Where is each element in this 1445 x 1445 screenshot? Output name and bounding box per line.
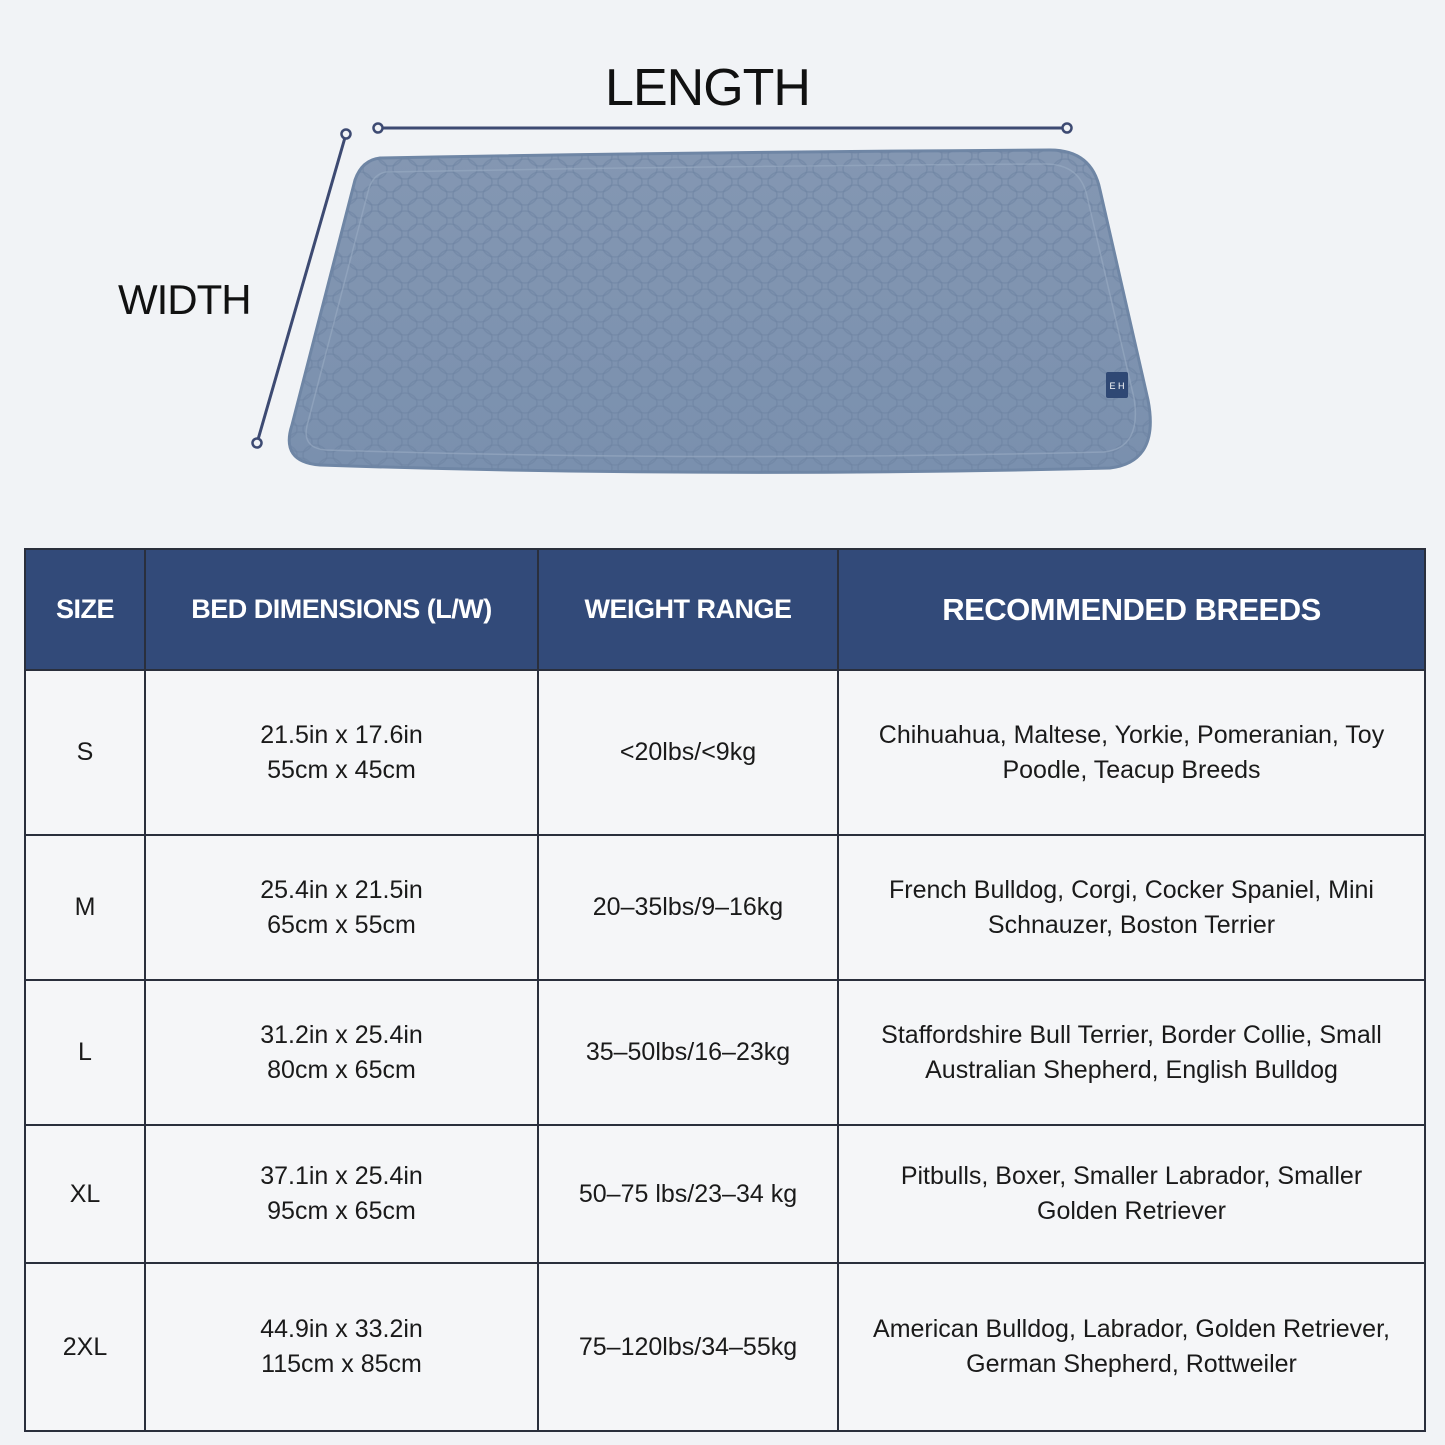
- width-label: WIDTH: [118, 276, 251, 323]
- dimensions-cell: [145, 835, 538, 980]
- weight-cell: 35–50lbs/16–23kg: [538, 980, 838, 1125]
- table-row: [25, 1263, 1425, 1431]
- size-cell: XL: [25, 1125, 145, 1263]
- breeds-cell: Staffordshire Bull Terrier, Border Collie, Small Australian Shepherd, English Bulldog: [838, 980, 1425, 1125]
- dimensions-cm: 115cm x 85cm: [261, 1350, 422, 1378]
- size-cell: 2XL: [25, 1263, 145, 1431]
- weight-cell: 50–75 lbs/23–34 kg: [538, 1125, 838, 1263]
- dimensions-inches: 44.9in x 33.2in: [260, 1315, 423, 1343]
- dimensions-cell: [145, 1125, 538, 1263]
- table-row: [25, 1125, 1425, 1263]
- dimensions-cell: [145, 670, 538, 835]
- dimensions-inches: 37.1in x 25.4in: [260, 1162, 423, 1190]
- dimensions-cm: 80cm x 65cm: [267, 1055, 416, 1084]
- size-chart-table: [24, 548, 1426, 1432]
- dimensions-cm: 55cm x 45cm: [267, 755, 416, 784]
- table-header-row: [25, 549, 1425, 670]
- header-dimensions: BED DIMENSIONS (L/W): [145, 549, 538, 670]
- product-diagram: [0, 0, 1445, 520]
- brand-tag-text: E H: [1109, 381, 1125, 391]
- table-row: [25, 980, 1425, 1125]
- breeds-cell: French Bulldog, Corgi, Cocker Spaniel, Mini Schnauzer, Boston Terrier: [838, 835, 1425, 980]
- weight-cell: <20lbs/<9kg: [538, 670, 838, 835]
- dimensions-inches: 25.4in x 21.5in: [260, 875, 423, 904]
- dimensions-cell: [145, 1263, 538, 1431]
- header-weight: WEIGHT RANGE: [538, 549, 838, 670]
- weight-cell: 20–35lbs/9–16kg: [538, 835, 838, 980]
- length-dimension-line: [374, 124, 1072, 133]
- breeds-cell: Pitbulls, Boxer, Smaller Labrador, Smaller Golden Retriever: [838, 1125, 1425, 1263]
- dimensions-cell: [145, 980, 538, 1125]
- header-breeds: RECOMMENDED BREEDS: [838, 549, 1425, 670]
- size-cell: S: [25, 670, 145, 835]
- table-row: [25, 670, 1425, 835]
- header-size: SIZE: [25, 549, 145, 670]
- breeds-cell: Chihuahua, Maltese, Yorkie, Pomeranian, Toy Poodle, Teacup Breeds: [838, 670, 1425, 835]
- length-label: LENGTH: [605, 59, 810, 117]
- table-row: [25, 835, 1425, 980]
- dimensions-inches: 31.2in x 25.4in: [260, 1020, 423, 1049]
- size-cell: M: [25, 835, 145, 980]
- dimensions-cm: 65cm x 55cm: [267, 910, 416, 939]
- dimensions-inches: 21.5in x 17.6in: [260, 720, 423, 749]
- breeds-cell: American Bulldog, Labrador, Golden Retriever, German Shepherd, Rottweiler: [838, 1263, 1425, 1431]
- weight-cell: 75–120lbs/34–55kg: [538, 1263, 838, 1431]
- dimensions-cm: 95cm x 65cm: [267, 1197, 416, 1225]
- size-cell: L: [25, 980, 145, 1125]
